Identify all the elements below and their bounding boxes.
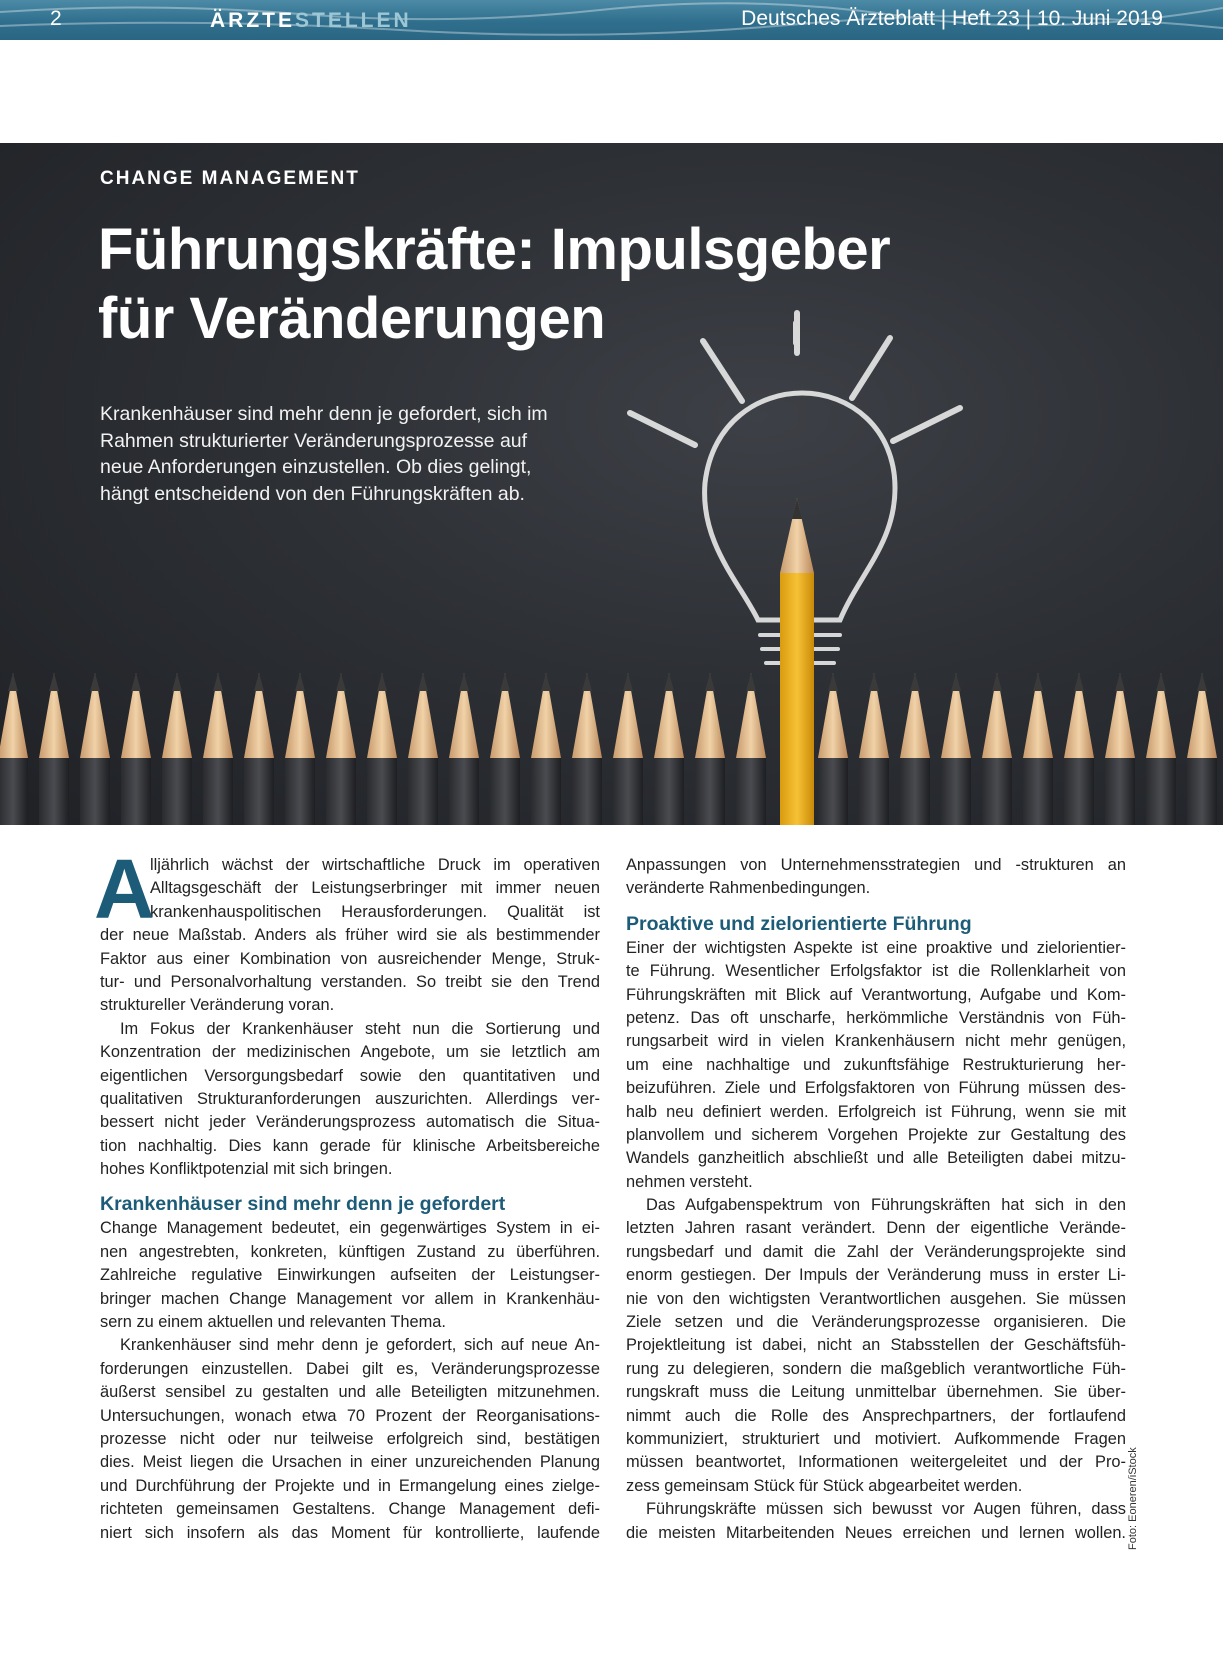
pencil-lead xyxy=(49,673,59,691)
article-column-1 xyxy=(94,842,600,1545)
pencil-lead xyxy=(295,673,305,691)
pencil-body xyxy=(531,758,561,825)
paragraph: Im Fokus der Krankenhäuser steht nun die Sortierung und Konzentration der medizinischen Angebote, um sie letztlich am eigentlichen Versorgungsbedarf sowie den quantitativen und qualitativen Strukturanforderungen auszurichten. Allerdings ver- bessert nicht jeder Veränderungsprozess automatisch die Situa- tion nachhaltig. Dies kann gerade für klinische Arbeitsbereiche hohes Konfliktpotenzial mit sich bringen. xyxy=(100,1019,600,1179)
pencil-body xyxy=(203,758,233,825)
pencil-lead xyxy=(951,673,961,691)
pencil-body xyxy=(326,758,356,825)
pencil-lead xyxy=(172,673,182,691)
pencil-body xyxy=(1146,758,1176,825)
subheading: Proaktive und zielorientierte Führung xyxy=(626,912,972,935)
pencil-body xyxy=(244,758,274,825)
pencil-body xyxy=(1187,758,1217,825)
pencil-body xyxy=(80,758,110,825)
pencil-lead xyxy=(746,673,756,691)
paragraph: Krankenhäuser sind mehr denn je gefordert, sich auf neue An- forderungen einzustellen. Dabei gilt es, Veränderungsprozesse äußerst sensibel zu gestalten und alle Beteiligten mitzunehmen. Untersuchungen, wonach etwa 70 Prozent der Reorganisations- prozesse nicht oder nur teilweise erfolgreich sind, bestätigen dies. Meist liegen die Ursachen in einer unzureichenden Planung und Durchführung der Projekte und in Ermangelung eines zielge- richteten gemeinsamen Gestaltens. Change Management defi- niert sich insofern als das Moment für kontrollierte, laufende xyxy=(100,1336,600,1542)
pencil-lead xyxy=(254,673,264,691)
pencil-lead xyxy=(828,673,838,691)
pencil-lead xyxy=(869,673,879,691)
pencil-body xyxy=(449,758,479,825)
pencil-lead xyxy=(623,673,633,691)
pencil-lead xyxy=(377,673,387,691)
pencil-body xyxy=(121,758,151,825)
pencil-lead xyxy=(992,673,1002,691)
pencil-body xyxy=(572,758,602,825)
pencil-body xyxy=(941,758,971,825)
pencil-lead xyxy=(705,673,715,691)
issue-info: Deutsches Ärzteblatt | Heft 23 | 10. Juni 2019 xyxy=(741,7,1163,30)
paragraph: Anpassungen von Unternehmensstrategien und -strukturen an veränderte Rahmenbedingungen. xyxy=(626,856,1126,898)
pencil-body xyxy=(613,758,643,825)
pencil-lead xyxy=(131,673,141,691)
pencil-lead xyxy=(664,673,674,691)
pencil-body xyxy=(162,758,192,825)
drop-cap: A xyxy=(94,842,155,936)
pencil-body xyxy=(408,758,438,825)
pencil-lead xyxy=(1156,673,1166,691)
pencil-lead xyxy=(910,673,920,691)
paragraph: Change Management bedeutet, ein gegenwärtiges System in ei- nen angestrebten, konkreten, künftigen Zustand zu überführen. Zahlreiche regulative Einwirkungen aufseiten der Leistungser- bringer machen Change Management vor allem in Krankenhäu- sern zu einem aktuellen und relevanten Thema. xyxy=(100,1219,600,1332)
pencil-body xyxy=(654,758,684,825)
page-number: 2 xyxy=(50,7,62,30)
article-kicker: CHANGE MANAGEMENT xyxy=(100,168,360,189)
pencil-body xyxy=(818,758,848,825)
paragraph: Führungskräfte müssen sich bewusst vor Augen führen, dass die meisten Mitarbeitenden Neues erreichen und lernen wollen. xyxy=(626,1500,1126,1542)
paragraph: Das Aufgabenspektrum von Führungskräften hat sich in den letzten Jahren rasant verändert. Denn der eigentliche Verände- rungsbedarf und damit die Zahl der Veränderungsprojekte sind enorm gestiegen. Der Impuls der Veränderung muss in erster Li- nie von den wichtigsten Verantwortlichen ausgehen. Sie müssen Ziele setzen und die Veränderungsprozesse organisieren. Die Projektleitung ist dabei, nicht an Stabsstellen der Geschäftsfüh- rung zu delegieren, sondern die maßgeblich verantwortliche Füh- rungskraft muss die Leitung unmittelbar übernehmen. Sie über- nimmt auch die Rolle des Ansprechpartners, der fortlaufend kommuniziert, strukturiert und motiviert. Aufkommende Fragen müssen beantwortet, Informationen weitergeleitet und der Pro- zess gemeinsam Stück für Stück abgearbeitet werden. xyxy=(626,1196,1126,1495)
pencil-body xyxy=(859,758,889,825)
pencil-lead xyxy=(90,673,100,691)
photo-credit: Foto: Eoneren/iStock xyxy=(1127,1447,1139,1550)
pencil-body xyxy=(1064,758,1094,825)
brand-logo: ÄRZTESTELLEN xyxy=(210,9,412,32)
pencil-lead xyxy=(459,673,469,691)
pencil-body xyxy=(39,758,69,825)
pencil-body xyxy=(1105,758,1135,825)
pencil-lead xyxy=(1074,673,1084,691)
pencil-body xyxy=(982,758,1012,825)
pencil-lead xyxy=(8,673,18,691)
pencil-body xyxy=(736,758,766,825)
pencil-lead xyxy=(336,673,346,691)
article-column-2 xyxy=(626,854,1126,1545)
pencil-lead xyxy=(213,673,223,691)
pencil-body xyxy=(1023,758,1053,825)
pencil-lead xyxy=(500,673,510,691)
pencil-body xyxy=(900,758,930,825)
pencil-body xyxy=(490,758,520,825)
article-headline: Führungskräfte: Impulsgeber für Veränderungen xyxy=(98,217,891,351)
paragraph: Einer der wichtigsten Aspekte ist eine proaktive und zielorientier- te Führung. Wesentlicher Erfolgsfaktor ist die Rollenklarheit von Führungskräften mit Blick auf Verantwortung, Aufgabe und Kom- petenz. Das oft unscharfe, herkömmliche Verständnis von Füh- rungsarbeit wird in vielen Krankenhäusern nicht mehr genügen, um eine nachhaltige und zukunftsfähige Restrukturierung her- beizuführen. Ziele und Erfolgsfaktoren von Führung müssen des- halb neu definiert werden. Erfolgreich ist Führung, wenn sie mit planvollem und sicherem Vorgehen Projekte zur Gestaltung des Wandels ganzheitlich abschließt und alle Beteiligten dabei mitzu- nehmen versteht. xyxy=(626,938,1126,1191)
paragraph: lljährlich wächst der wirtschaftliche Druck im operativen Alltagsgeschäft der Leistungserbringer mit immer neuen krankenhauspolitischen Herausforderungen. Qualität ist der neue Maßstab. Anders als früher wird sie als bestimmender Faktor aus einer Kombination von ausreichender Menge, Struk- tur- und Personalvorhaltung verstanden. So treibt sie den Trend struktureller Veränderung voran. xyxy=(100,856,600,1015)
pencil-lead xyxy=(582,673,592,691)
pencil-body xyxy=(367,758,397,825)
pencil-body xyxy=(285,758,315,825)
pencil-lead xyxy=(1115,673,1125,691)
pencil-lead xyxy=(1197,673,1207,691)
subheading: Krankenhäuser sind mehr denn je gefordert xyxy=(100,1193,506,1216)
article-lead: Krankenhäuser sind mehr denn je gefordert, sich im Rahmen strukturierter Veränderungsprozesse auf neue Anforderungen einzustellen. Ob dies gelingt, hängt entscheidend von den Führungskräften ab. xyxy=(100,403,548,505)
pencil-body xyxy=(695,758,725,825)
pencil-lead xyxy=(541,673,551,691)
pencil-lead xyxy=(418,673,428,691)
hero-image xyxy=(0,143,1223,825)
pencil-body xyxy=(0,758,28,825)
pencil-lead xyxy=(1033,673,1043,691)
header-bar xyxy=(0,0,1223,40)
